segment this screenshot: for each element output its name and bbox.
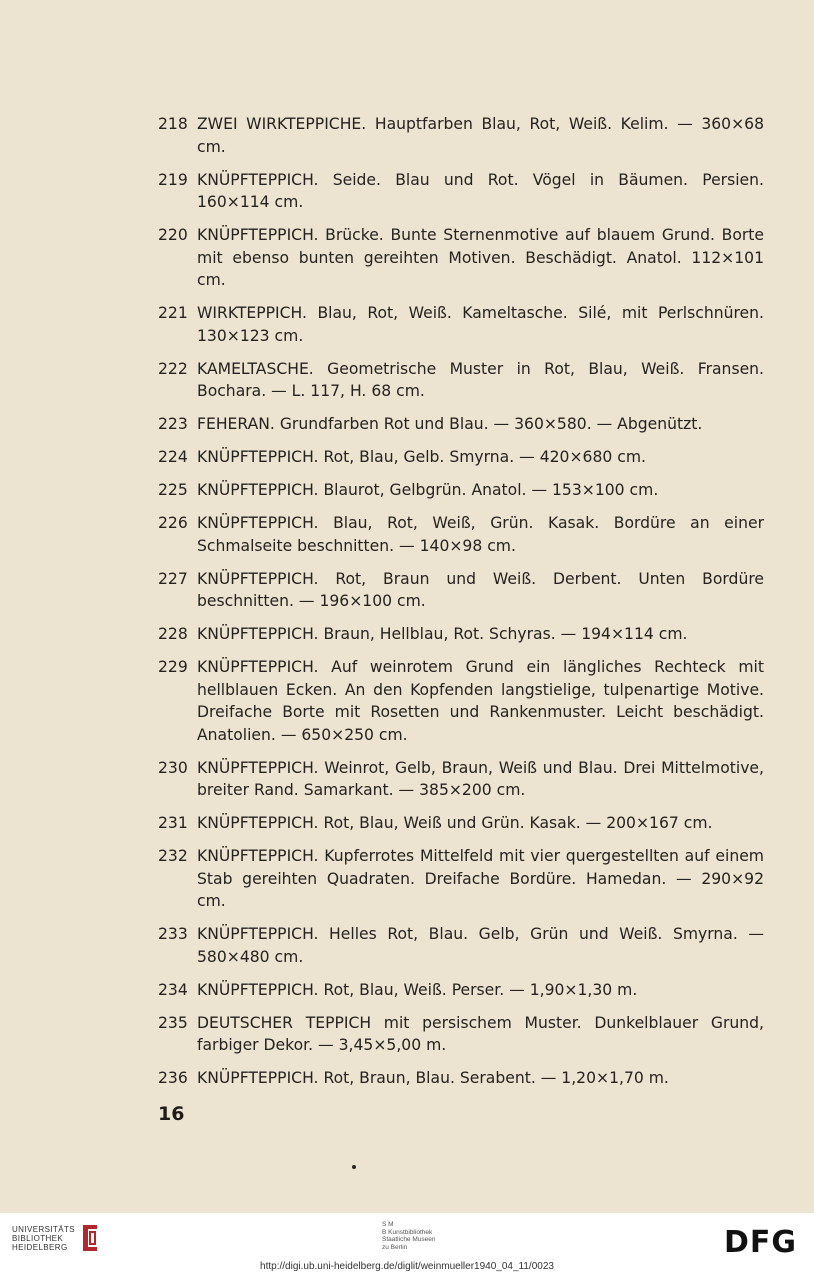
catalog-entry bbox=[158, 302, 764, 347]
entry-number: 235 bbox=[158, 1013, 188, 1032]
entry-description: KAMELTASCHE. Geometrische Muster in Rot, Blau, Weiß. Fransen. Bochara. — L. 117, H. 68 cm. bbox=[197, 359, 764, 400]
catalog-entry bbox=[158, 568, 764, 613]
catalog-entry bbox=[158, 656, 764, 746]
dfg-logo[interactable]: DFG bbox=[724, 1225, 798, 1260]
entry-number: 229 bbox=[158, 658, 188, 676]
entry-description: KNÜPFTEPPICH. Rot, Braun, Blau. Serabent. — 1,20×1,70 m. bbox=[197, 1069, 669, 1087]
entry-description: KNÜPFTEPPICH. Helles Rot, Blau. Gelb, Grün und Weiß. Smyrna. — 580×480 cm. bbox=[197, 925, 764, 966]
entry-number: 222 bbox=[158, 359, 188, 378]
entry-number: 227 bbox=[158, 569, 188, 588]
catalog-entry bbox=[158, 923, 764, 968]
entry-description: KNÜPFTEPPICH. Seide. Blau und Rot. Vögel in Bäumen. Persien. 160×114 cm. bbox=[197, 170, 764, 211]
entry-number: 232 bbox=[158, 847, 188, 865]
ink-speck bbox=[352, 1165, 356, 1169]
digitization-footer bbox=[0, 1213, 814, 1273]
entry-number: 225 bbox=[158, 481, 188, 499]
entry-number: 228 bbox=[158, 625, 188, 643]
entry-description: KNÜPFTEPPICH. Blau, Rot, Weiß, Grün. Kasak. Bordüre an einer Schmalseite beschnitten. — 140×98 cm. bbox=[197, 514, 764, 555]
university-library-logo[interactable] bbox=[12, 1223, 101, 1253]
catalog-entry bbox=[158, 169, 764, 214]
catalog-entry bbox=[158, 413, 764, 436]
catalog-entry bbox=[158, 446, 764, 469]
catalog-entry bbox=[158, 1067, 764, 1090]
entry-description: KNÜPFTEPPICH. Braun, Hellblau, Rot. Schyras. — 194×114 cm. bbox=[197, 625, 688, 643]
catalog-entry bbox=[158, 113, 764, 158]
entry-number: 231 bbox=[158, 814, 188, 832]
catalog-entry bbox=[158, 757, 764, 802]
source-url-link[interactable]: http://digi.ub.uni-heidelberg.de/diglit/weinmueller1940_04_11/0023 bbox=[260, 1261, 554, 1272]
entry-description: KNÜPFTEPPICH. Rot, Blau, Weiß und Grün. Kasak. — 200×167 cm. bbox=[197, 814, 713, 832]
entry-description: KNÜPFTEPPICH. Weinrot, Gelb, Braun, Weiß und Blau. Drei Mittelmotive, breiter Rand. Samarkant. — 385×200 cm. bbox=[197, 758, 764, 799]
entry-description: KNÜPFTEPPICH. Rot, Blau, Weiß. Perser. — 1,90×1,30 m. bbox=[197, 980, 638, 999]
entry-number: 223 bbox=[158, 415, 188, 433]
entry-number: 219 bbox=[158, 170, 188, 189]
entry-description: KNÜPFTEPPICH. Auf weinrotem Grund ein längliches Rechteck mit hellblauen Ecken. An den Kopfenden langstielige, tulpenartige Motive. Dreifache Borte mit Rosetten und Rankenmuster. Leicht beschädigt. Anatolien. — 650×250 cm. bbox=[197, 658, 764, 744]
entry-number: 233 bbox=[158, 925, 188, 943]
entry-number: 236 bbox=[158, 1069, 188, 1087]
entry-description: KNÜPFTEPPICH. Rot, Braun und Weiß. Derbent. Unten Bordüre beschnitten. — 196×100 cm. bbox=[197, 569, 764, 610]
entry-number: 230 bbox=[158, 758, 188, 777]
catalog-entry bbox=[158, 479, 764, 502]
entry-number: 218 bbox=[158, 115, 188, 133]
catalog-entry bbox=[158, 623, 764, 646]
entry-description: ZWEI WIRKTEPPICHE. Hauptfarben Blau, Rot, Weiß. Kelim. — 360×68 cm. bbox=[197, 115, 764, 156]
entry-description: FEHERAN. Grundfarben Rot und Blau. — 360×580. — Abgenützt. bbox=[197, 415, 703, 433]
catalog-entry bbox=[158, 1012, 764, 1057]
entry-description: KNÜPFTEPPICH. Brücke. Bunte Sternenmotive auf blauem Grund. Borte mit ebenso bunten gereihten Motiven. Beschädigt. Anatol. 112×101 cm. bbox=[197, 226, 764, 289]
catalog-entries bbox=[158, 113, 764, 1100]
museum-stamp: S M B Kunstbibliothek Staatliche Museen zu Berlin bbox=[382, 1221, 436, 1251]
entry-number: 220 bbox=[158, 226, 188, 244]
entry-description: DEUTSCHER TEPPICH mit persischem Muster. Dunkelblauer Grund, farbiger Dekor. — 3,45×5,00 m. bbox=[197, 1013, 764, 1054]
entry-number: 226 bbox=[158, 514, 188, 532]
catalog-entry bbox=[158, 979, 764, 1002]
page-number: 16 bbox=[158, 1103, 185, 1125]
entry-description: WIRKTEPPICH. Blau, Rot, Weiß. Kameltasche. Silé, mit Perlschnüren. 130×123 cm. bbox=[197, 304, 764, 345]
entry-number: 224 bbox=[158, 448, 188, 466]
catalog-entry bbox=[158, 512, 764, 557]
catalog-entry bbox=[158, 224, 764, 292]
catalog-entry bbox=[158, 358, 764, 403]
entry-description: KNÜPFTEPPICH. Kupferrotes Mittelfeld mit vier quergestellten auf einem Stab gereihten Quadraten. Dreifache Bordüre. Hamedan. — 290×92 cm. bbox=[197, 847, 764, 910]
university-library-name: UNIVERSITÄTS BIBLIOTHEK HEIDELBERG bbox=[12, 1224, 76, 1252]
entry-number: 221 bbox=[158, 304, 188, 322]
entry-description: KNÜPFTEPPICH. Blaurot, Gelbgrün. Anatol. — 153×100 cm. bbox=[197, 481, 659, 499]
catalog-entry bbox=[158, 845, 764, 913]
entry-description: KNÜPFTEPPICH. Rot, Blau, Gelb. Smyrna. — 420×680 cm. bbox=[197, 448, 646, 466]
entry-number: 234 bbox=[158, 980, 188, 999]
catalog-entry bbox=[158, 812, 764, 835]
heidelberg-logo-icon bbox=[79, 1223, 101, 1253]
